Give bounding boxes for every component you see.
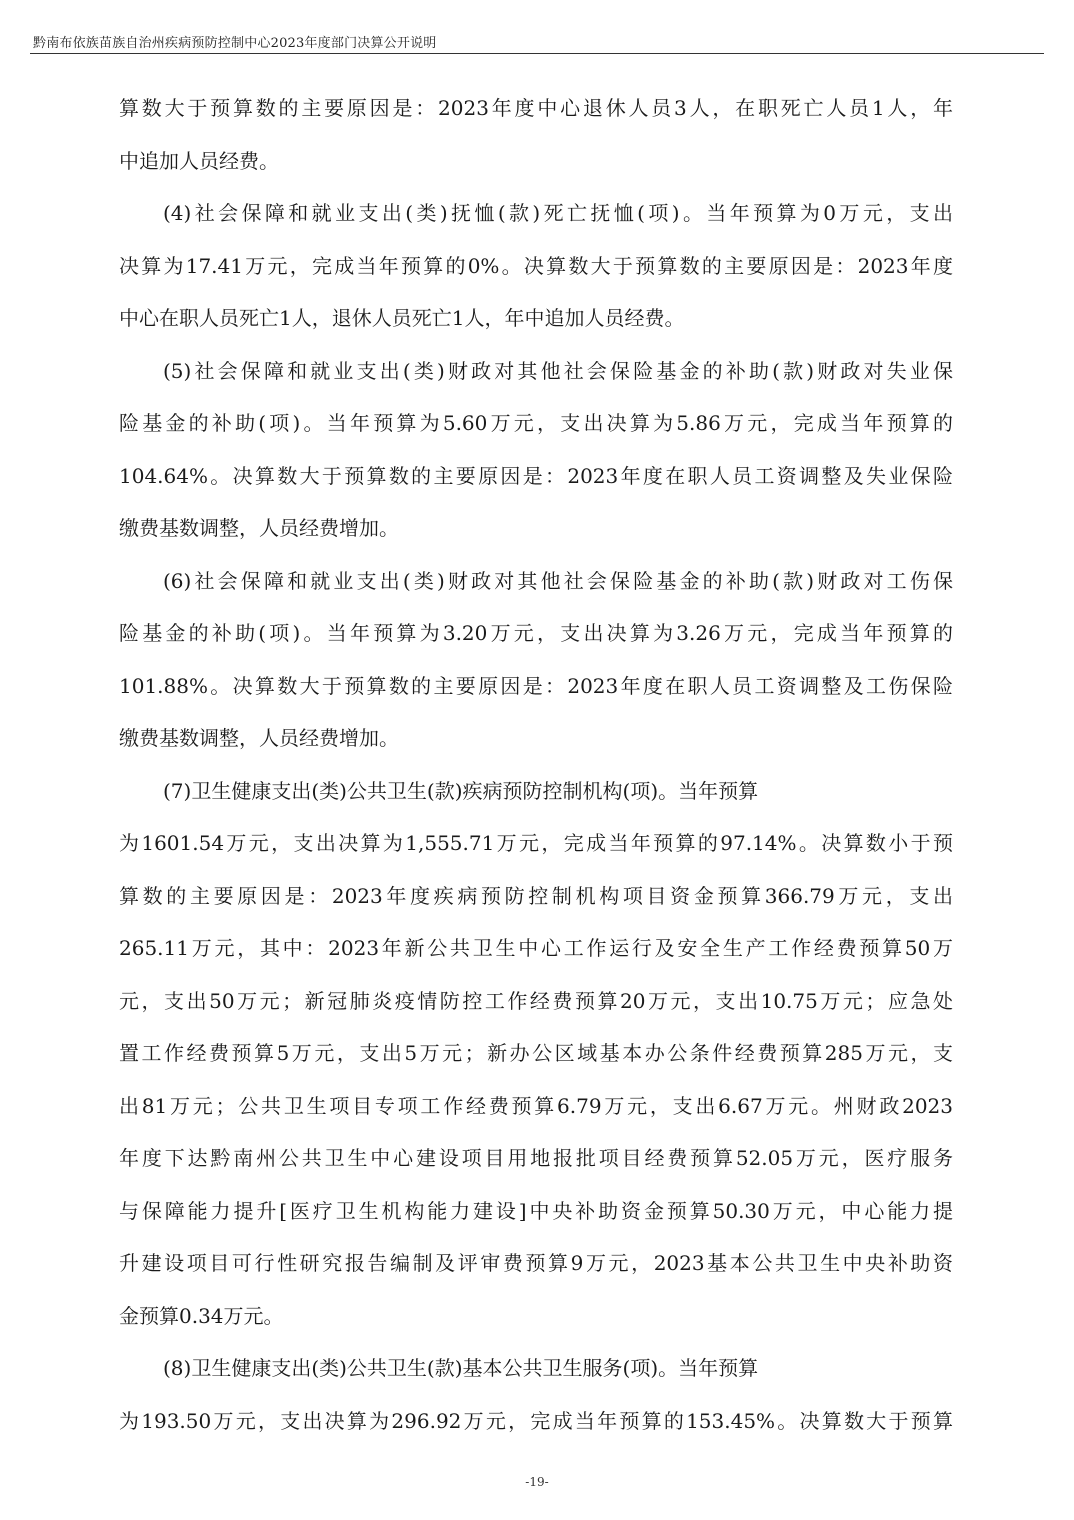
body-line: 置工作经费预算5万元，支出5万元；新办公区域基本办公条件经费预算285万元，支 — [119, 1041, 953, 1065]
body-line: 中心在职人员死亡1人，退休人员死亡1人，年中追加人员经费。 — [119, 306, 685, 330]
header-divider — [30, 53, 1044, 54]
paragraph-8-start: (8)卫生健康支出(类)公共卫生(款)基本公共卫生服务(项)。当年预算 — [163, 1356, 759, 1380]
body-line: 元，支出50万元；新冠肺炎疫情防控工作经费预算20万元，支出10.75万元；应急处 — [119, 988, 953, 1013]
paragraph-5-start: (5)社会保障和就业支出(类)财政对其他社会保险基金的补助(款)财政对失业保 — [163, 358, 953, 383]
body-line: 101.88%。决算数大于预算数的主要原因是：2023年度在职人员工资调整及工伤保险 — [119, 673, 953, 698]
body-line: 为1601.54万元，支出决算为1,555.71万元，完成当年预算的97.14%。决算数小于预 — [119, 831, 953, 855]
body-line: 算数大于预算数的主要原因是：2023年度中心退休人员3人，在职死亡人员1人，年 — [119, 96, 953, 120]
body-line: 与保障能力提升[医疗卫生机构能力建设]中央补助资金预算50.30万元，中心能力提 — [119, 1198, 953, 1223]
paragraph-4-start: (4)社会保障和就业支出(类)抚恤(款)死亡抚恤(项)。当年预算为0万元，支出 — [163, 201, 953, 225]
body-line: 决算为17.41万元，完成当年预算的0%。决算数大于预算数的主要原因是：2023年度 — [119, 253, 953, 278]
body-line: 出81万元；公共卫生项目专项工作经费预算6.79万元，支出6.67万元。州财政2023 — [119, 1093, 953, 1118]
body-line: 中追加人员经费。 — [119, 148, 279, 173]
body-line: 年度下达黔南州公共卫生中心建设项目用地报批项目经费预算52.05万元，医疗服务 — [119, 1146, 953, 1170]
document-header-title: 黔南布依族苗族自治州疾病预防控制中心2023年度部门决算公开说明 — [33, 36, 437, 51]
body-line: 265.11万元，其中：2023年新公共卫生中心工作运行及安全生产工作经费预算50万 — [119, 936, 953, 960]
page-number: -19- — [525, 1475, 549, 1489]
body-line: 缴费基数调整，人员经费增加。 — [119, 516, 399, 540]
body-line: 缴费基数调整，人员经费增加。 — [119, 726, 399, 750]
body-line: 金预算0.34万元。 — [119, 1303, 284, 1328]
body-line: 为193.50万元，支出决算为296.92万元，完成当年预算的153.45%。决算数大于预算 — [119, 1408, 953, 1433]
body-line: 险基金的补助(项)。当年预算为3.20万元，支出决算为3.26万元，完成当年预算的 — [119, 621, 953, 645]
paragraph-7-start: (7)卫生健康支出(类)公共卫生(款)疾病预防控制机构(项)。当年预算 — [163, 778, 759, 803]
paragraph-6-start: (6)社会保障和就业支出(类)财政对其他社会保险基金的补助(款)财政对工伤保 — [163, 568, 953, 593]
body-line: 算数的主要原因是：2023年度疾病预防控制机构项目资金预算366.79万元，支出 — [119, 883, 953, 908]
body-line: 险基金的补助(项)。当年预算为5.60万元，支出决算为5.86万元，完成当年预算的 — [119, 411, 953, 435]
body-line: 104.64%。决算数大于预算数的主要原因是：2023年度在职人员工资调整及失业保险 — [119, 463, 953, 488]
body-line: 升建设项目可行性研究报告编制及评审费预算9万元，2023基本公共卫生中央补助资 — [119, 1251, 953, 1275]
document-body — [119, 82, 953, 1447]
